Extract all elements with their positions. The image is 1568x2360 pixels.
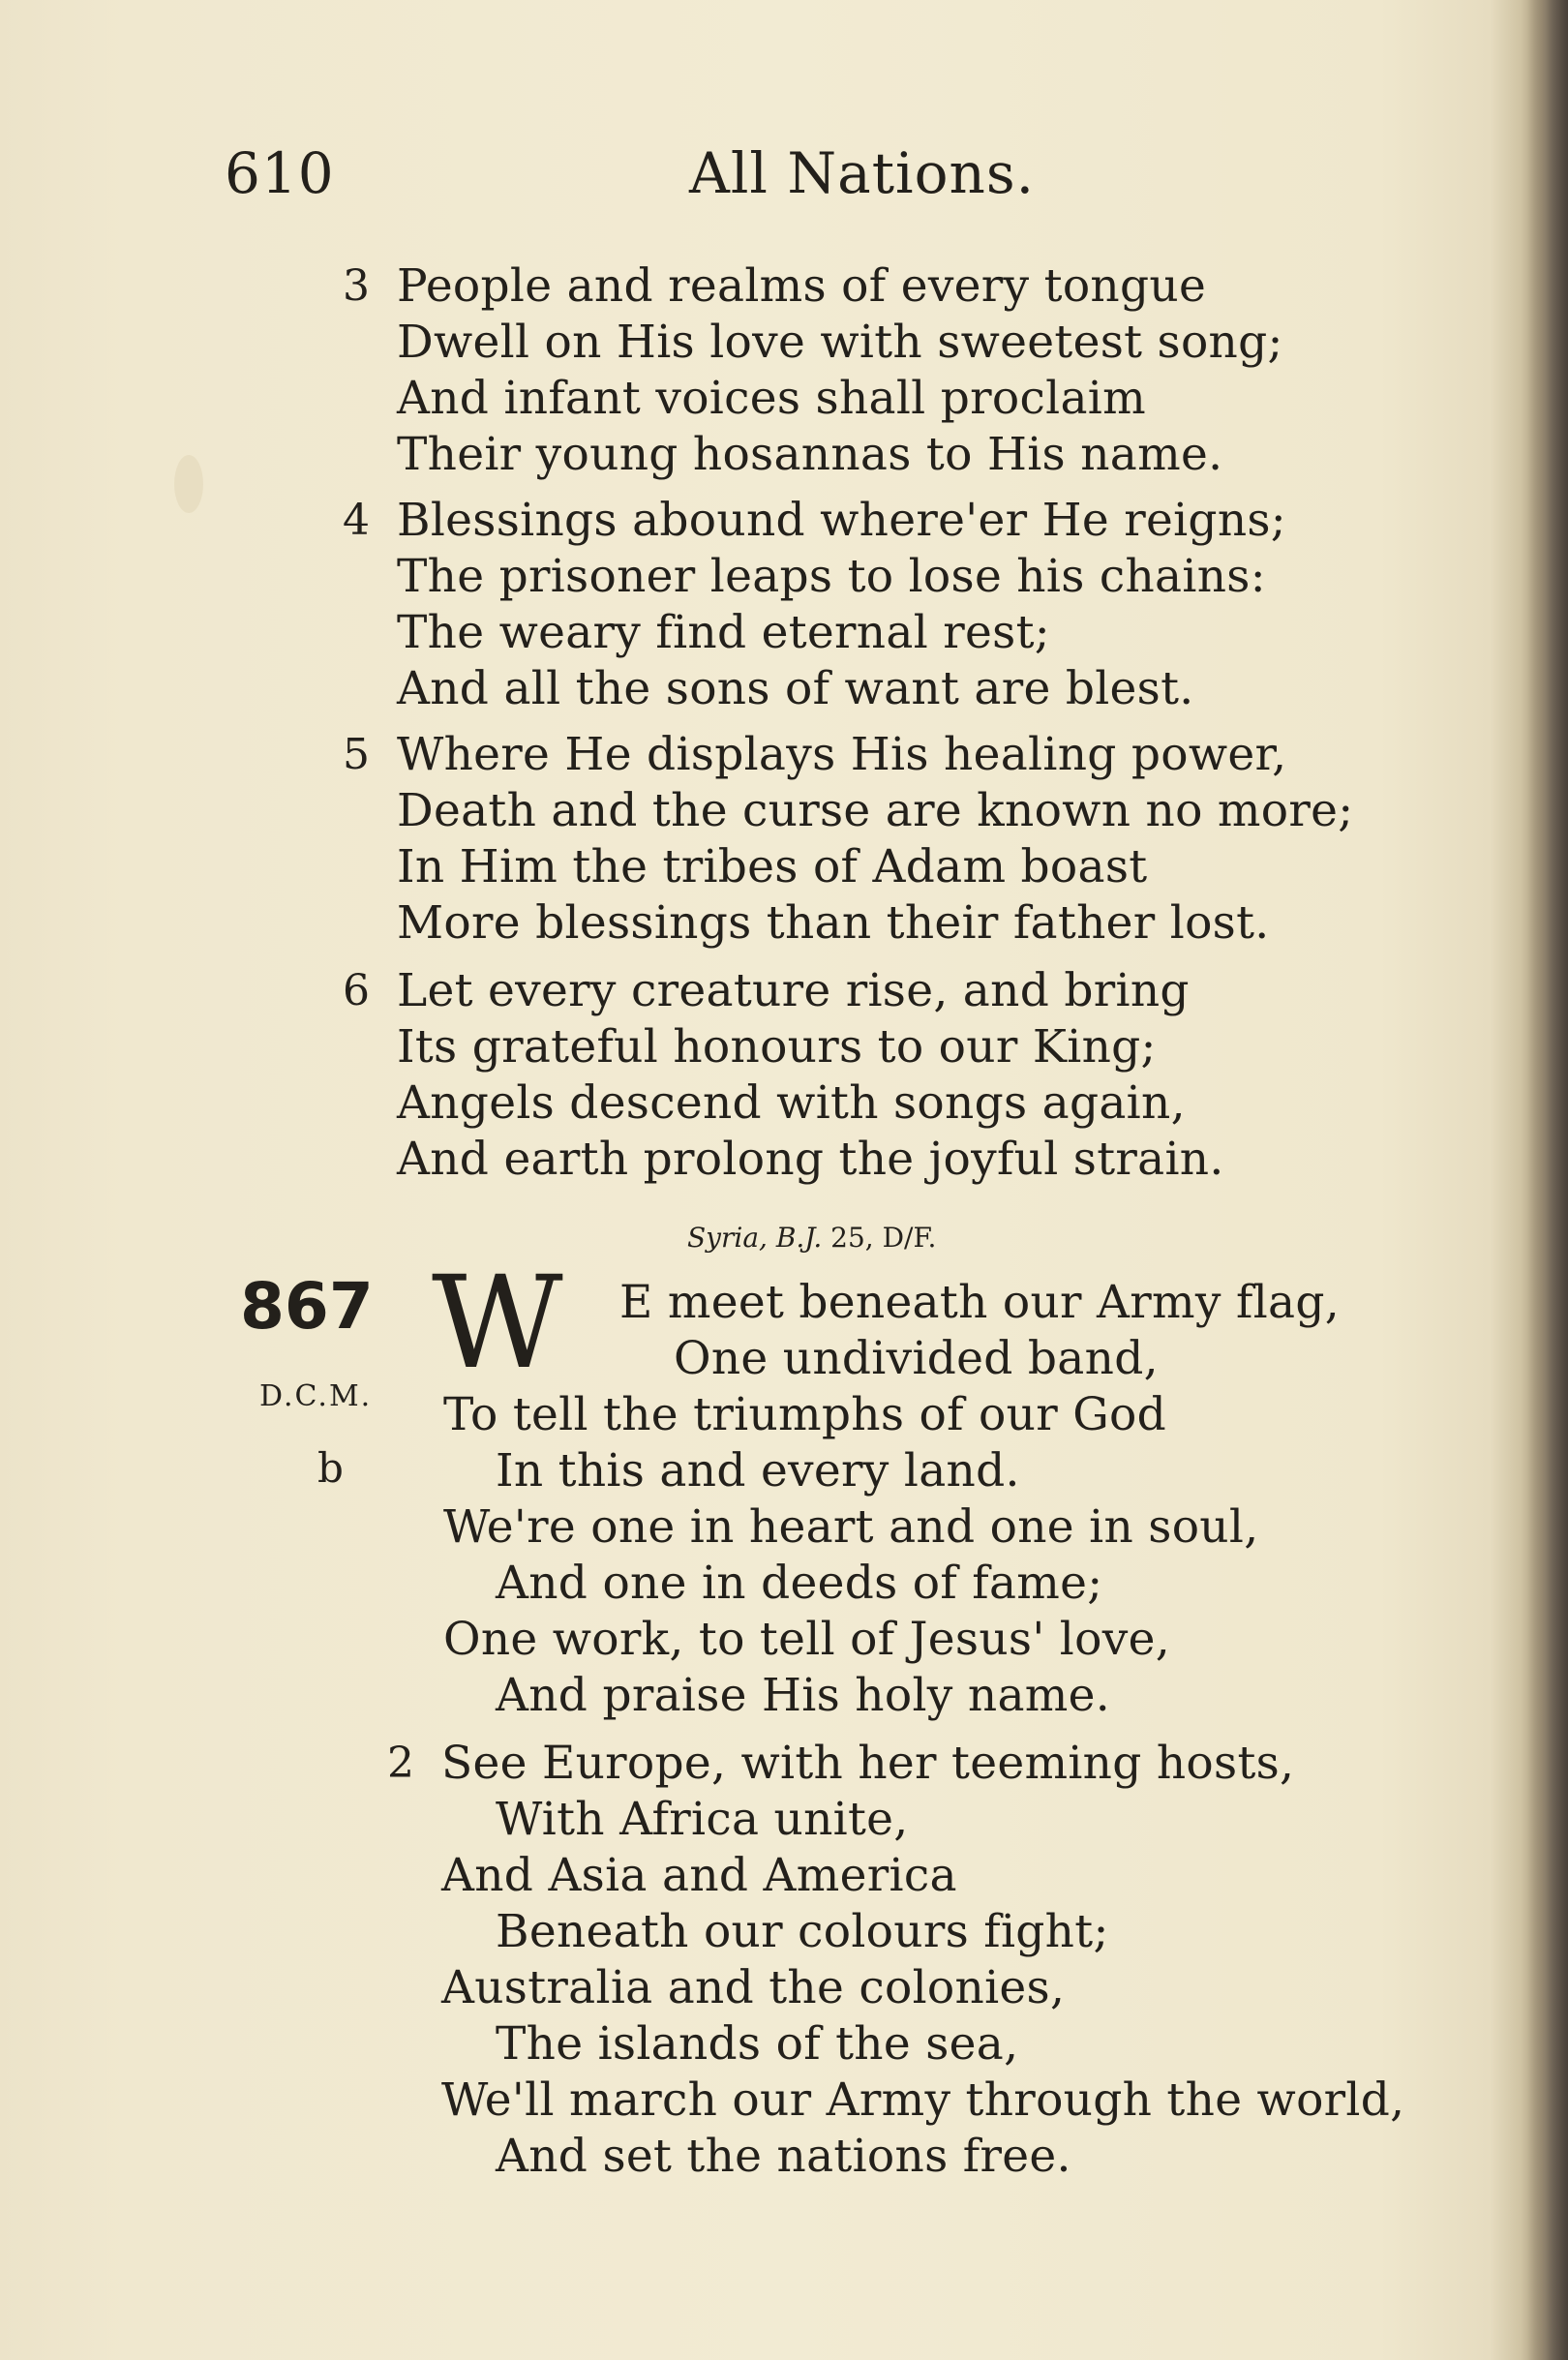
verse-line: Angels descend with songs again, (397, 1076, 1186, 1130)
verse-line: And one in deeds of fame; (496, 1557, 1103, 1610)
verse-line: The weary find eternal rest; (397, 606, 1050, 659)
hymn-meter: D.C.M. (259, 1379, 373, 1413)
hymn-number: 867 (240, 1269, 374, 1344)
tune-reference (687, 1222, 936, 1254)
verse-line: And earth prolong the joyful strain. (397, 1133, 1224, 1186)
verse-line: In this and every land. (496, 1444, 1020, 1498)
verse-line: E meet beneath our Army flag, (619, 1276, 1340, 1329)
verse-line: One undivided band, (674, 1332, 1159, 1385)
verse-number: 4 (343, 496, 370, 545)
verse-line: And praise His holy name. (496, 1669, 1111, 1722)
verse-line: Australia and the colonies, (441, 1961, 1066, 2014)
verse-line: With Africa unite, (496, 1793, 909, 1846)
verse-line: The prisoner leaps to lose his chains: (397, 550, 1266, 603)
verse-line: One work, to tell of Jesus' love, (443, 1613, 1170, 1666)
verse-number: 5 (343, 730, 370, 779)
verse-number: 3 (343, 261, 370, 311)
verse-line: See Europe, with her teeming hosts, (441, 1737, 1295, 1790)
page-edge-shadow (1527, 0, 1568, 2360)
verse-line: And infant voices shall proclaim (397, 372, 1146, 425)
verse-line: More blessings than their father lost. (397, 896, 1270, 950)
verse-line: And Asia and America (441, 1849, 957, 1902)
paper-stain (174, 455, 203, 513)
tune-ref: 25, D/F. (830, 1222, 937, 1254)
verse-line: Where He displays His healing power, (397, 728, 1287, 781)
running-title: All Nations. (689, 140, 1036, 206)
verse-line: Their young hosannas to His name. (397, 428, 1223, 481)
verse-number: 6 (343, 966, 370, 1015)
verse-line: And all the sons of want are blest. (397, 662, 1194, 715)
verse-line: Its grateful honours to our King; (397, 1020, 1157, 1074)
verse-line: Beneath our colours fight; (496, 1905, 1109, 1958)
verse-line: We'll march our Army through the world, (441, 2073, 1405, 2127)
verse-line: Blessings abound where'er He reigns; (397, 494, 1286, 547)
verse-number: 2 (387, 1739, 414, 1788)
page-header (0, 140, 1568, 218)
verse-line: We're one in heart and one in soul, (443, 1500, 1259, 1554)
verse-line: People and realms of every tongue (397, 259, 1207, 313)
page-number: 610 (225, 140, 335, 206)
verse-line: To tell the triumphs of our God (443, 1388, 1167, 1441)
verse-line: In Him the tribes of Adam boast (397, 840, 1148, 893)
drop-cap: W (432, 1249, 563, 1398)
hymn-key: b (317, 1444, 344, 1492)
verse-line: Dwell on His love with sweetest song; (397, 316, 1283, 369)
verse-line: Death and the curse are known no more; (397, 784, 1354, 837)
verse-line: The islands of the sea, (496, 2017, 1019, 2071)
verse-line: Let every creature rise, and bring (397, 964, 1190, 1017)
tune-name: Syria, B.J. (687, 1222, 823, 1254)
verse-line: And set the nations free. (496, 2130, 1071, 2183)
